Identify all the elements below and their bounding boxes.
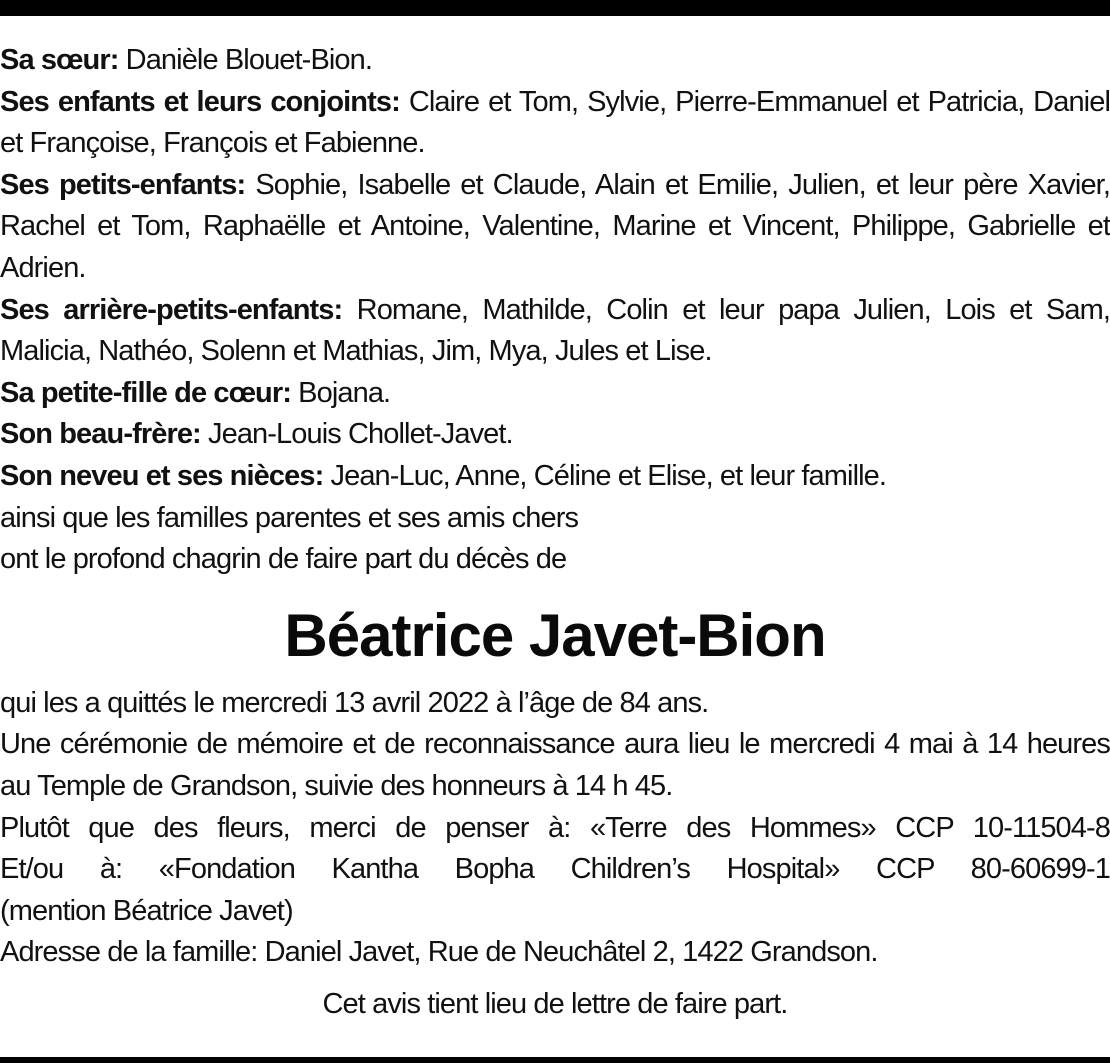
grandchildren-names: Sophie, Isabelle et Claude, Alain et Emilie, Julien, et leur père Xavier, Rachel et Tom, Raphaëlle et Antoine, Valentine, Marine et Vincent, Philippe, Gabrielle et Adrien. (0, 168, 1110, 284)
sister-names: Danièle Blouet-Bion. (118, 44, 373, 76)
brother-in-law-label: Son beau-frère: (0, 418, 201, 451)
nephew-nieces-label: Son neveu et ses nièces: (0, 459, 324, 492)
top-border-rule (0, 0, 1110, 16)
family-granddaughter-of-heart (0, 373, 1110, 415)
nephew-nieces-names: Jean-Luc, Anne, Céline et Elise, et leur famille. (323, 459, 887, 492)
donation-note: (mention Béatrice Javet) (0, 894, 293, 927)
donation-line-2: Et/ou à: «Fondation Kantha Bopha Children’s Hospital» CCP 80-60699-1 (0, 853, 1110, 886)
family-address: Adresse de la famille: Daniel Javet, Rue de Neuchâtel 2, 1422 Grandson. (0, 936, 878, 969)
family-brother-in-law (0, 414, 1110, 456)
donation-line-1: Plutôt que des fleurs, merci de penser à: «Terre des Hommes» CCP 10-11504-8 (0, 811, 1110, 844)
ceremony-details: Une cérémonie de mémoire et de reconnaissance aura lieu le mercredi 4 mai à 14 heures au Temple de Grandson, suivie des honneurs à 14 h 45. (0, 728, 1110, 802)
family-great-grandchildren (0, 290, 1110, 373)
granddaughter-of-heart-label: Sa petite-fille de cœur: (0, 376, 291, 409)
family-children (0, 82, 1110, 165)
children-label: Ses enfants et leurs conjoints: (0, 85, 400, 118)
family-nephew-nieces (0, 456, 1110, 498)
bottom-border-rule (0, 1057, 1110, 1063)
death-details: qui les a quittés le mercredi 13 avril 2022 à l’âge de 84 ans. (0, 686, 709, 719)
deceased-name: Béatrice Javet-Bion (284, 601, 826, 669)
intro-line-1: ainsi que les familles parentes et ses amis chers (0, 501, 579, 534)
brother-in-law-name: Jean-Louis Chollet-Javet. (200, 418, 513, 451)
children-names: Claire et Tom, Sylvie, Pierre-Emmanuel et Patricia, Daniel et Françoise, François et Fabienne. (0, 85, 1110, 160)
family-sister (0, 40, 1110, 82)
granddaughter-of-heart-name: Bojana. (291, 376, 391, 409)
closing-statement: Cet avis tient lieu de lettre de faire part. (322, 987, 788, 1020)
grandchildren-label: Ses petits-enfants: (0, 168, 246, 201)
great-grandchildren-names: Romane, Mathilde, Colin et leur papa Julien, Lois et Sam, Malicia, Nathéo, Solenn et Mathias, Jim, Mya, Jules et Lise. (0, 293, 1110, 368)
intro-line-2: ont le profond chagrin de faire part du décès de (0, 543, 567, 576)
sister-label: Sa sœur: (0, 44, 119, 76)
obituary-notice (0, 40, 1110, 1025)
family-grandchildren (0, 165, 1110, 290)
great-grandchildren-label: Ses arrière-petits-enfants: (0, 293, 343, 326)
